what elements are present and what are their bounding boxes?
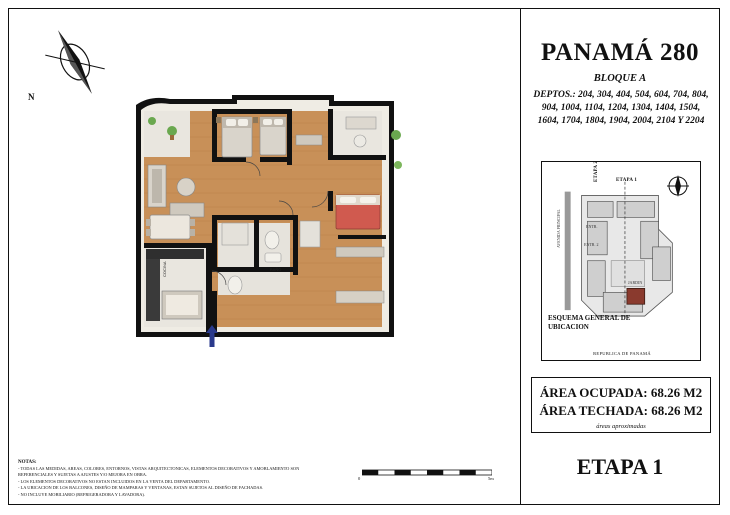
note-item: - LA UBICACION DE LOS BALCONES, DISEÑO DE MAMPARAS Y VENTANAS, ESTAN SUJETOS AL DISEÑO DE FACHADAS. bbox=[18, 485, 264, 491]
scale-min-label: 0 bbox=[358, 476, 361, 481]
location-footer: REPUBLICA DE PANAMÁ bbox=[593, 351, 651, 356]
location-caption-line-2: UBICACION bbox=[548, 323, 589, 331]
svg-text:BAÑO: BAÑO bbox=[270, 267, 282, 272]
area-roofed: ÁREA TECHADA: 68.26 M2 bbox=[539, 403, 703, 418]
street-label: AVENIDA PRINCIPAL bbox=[556, 209, 561, 248]
entry-label: ENTR. bbox=[586, 224, 598, 229]
garden-label: JARDIN bbox=[628, 280, 643, 285]
compass-small-icon bbox=[664, 172, 692, 200]
entry-label-2: ENTR. 2 bbox=[584, 242, 599, 247]
stage-title: ETAPA 1 bbox=[576, 454, 664, 479]
notes-block bbox=[18, 460, 318, 498]
stage-1-label: ETAPA 1 bbox=[616, 178, 638, 183]
scale-bar bbox=[362, 466, 492, 482]
project-title: PANAMÁ 280 bbox=[541, 39, 699, 66]
area-occupied: ÁREA OCUPADA: 68.26 M2 bbox=[539, 385, 703, 400]
area-note: áreas aproximadas bbox=[596, 423, 646, 430]
title-block-panel bbox=[521, 9, 719, 504]
location-caption bbox=[548, 314, 668, 332]
stage-2-label: ETAPA 2 bbox=[594, 160, 599, 182]
highlighted-unit bbox=[627, 288, 645, 304]
compass-north-label: N bbox=[28, 92, 35, 102]
area-summary-box bbox=[531, 377, 711, 433]
note-item: - NO INCLUYE MOBILIARIO (REFRIGERADORA Y LAVADORA). bbox=[18, 491, 145, 497]
note-item: - LOS ELEMENTOS DECORATIVOS NO ESTAN INCLUIDOS EN LA VENTA DEL DEPARTAMENTO. bbox=[18, 478, 211, 484]
svg-text:COCINA: COCINA bbox=[162, 261, 167, 277]
note-item: - TODAS LAS MEDIDAS, AREAS, COLORES, ENTORNOS, VISTAS ARQUITECTONICAS, ELEMENTOS DECORATIVOS Y AMOBLAMIENTO SON bbox=[18, 466, 300, 471]
unit-numbers-list: DEPTOS.: 204, 304, 404, 504, 604, 704, 804, 904, 1004, 1104, 1204, 1304, 1404, 1504, 1604, 1704, 1804, 1904, 2004, 2104 Y 2204 bbox=[533, 90, 709, 126]
floor-plan bbox=[100, 95, 430, 345]
entry-arrow-icon bbox=[205, 325, 219, 347]
block-label: BLOQUE A bbox=[593, 73, 647, 84]
note-item: REFERENCIALES Y SUJETAS A AJUSTES Y/O MEJORA EN OBRA. bbox=[18, 472, 148, 478]
plan-furniture-bedroom-1 bbox=[216, 117, 258, 157]
location-caption-line-1: ESQUEMA GENERAL DE bbox=[548, 314, 631, 322]
site-location-box bbox=[541, 161, 701, 361]
notes-title: NOTAS: bbox=[18, 460, 37, 465]
scale-max-label: 5m bbox=[488, 476, 494, 481]
